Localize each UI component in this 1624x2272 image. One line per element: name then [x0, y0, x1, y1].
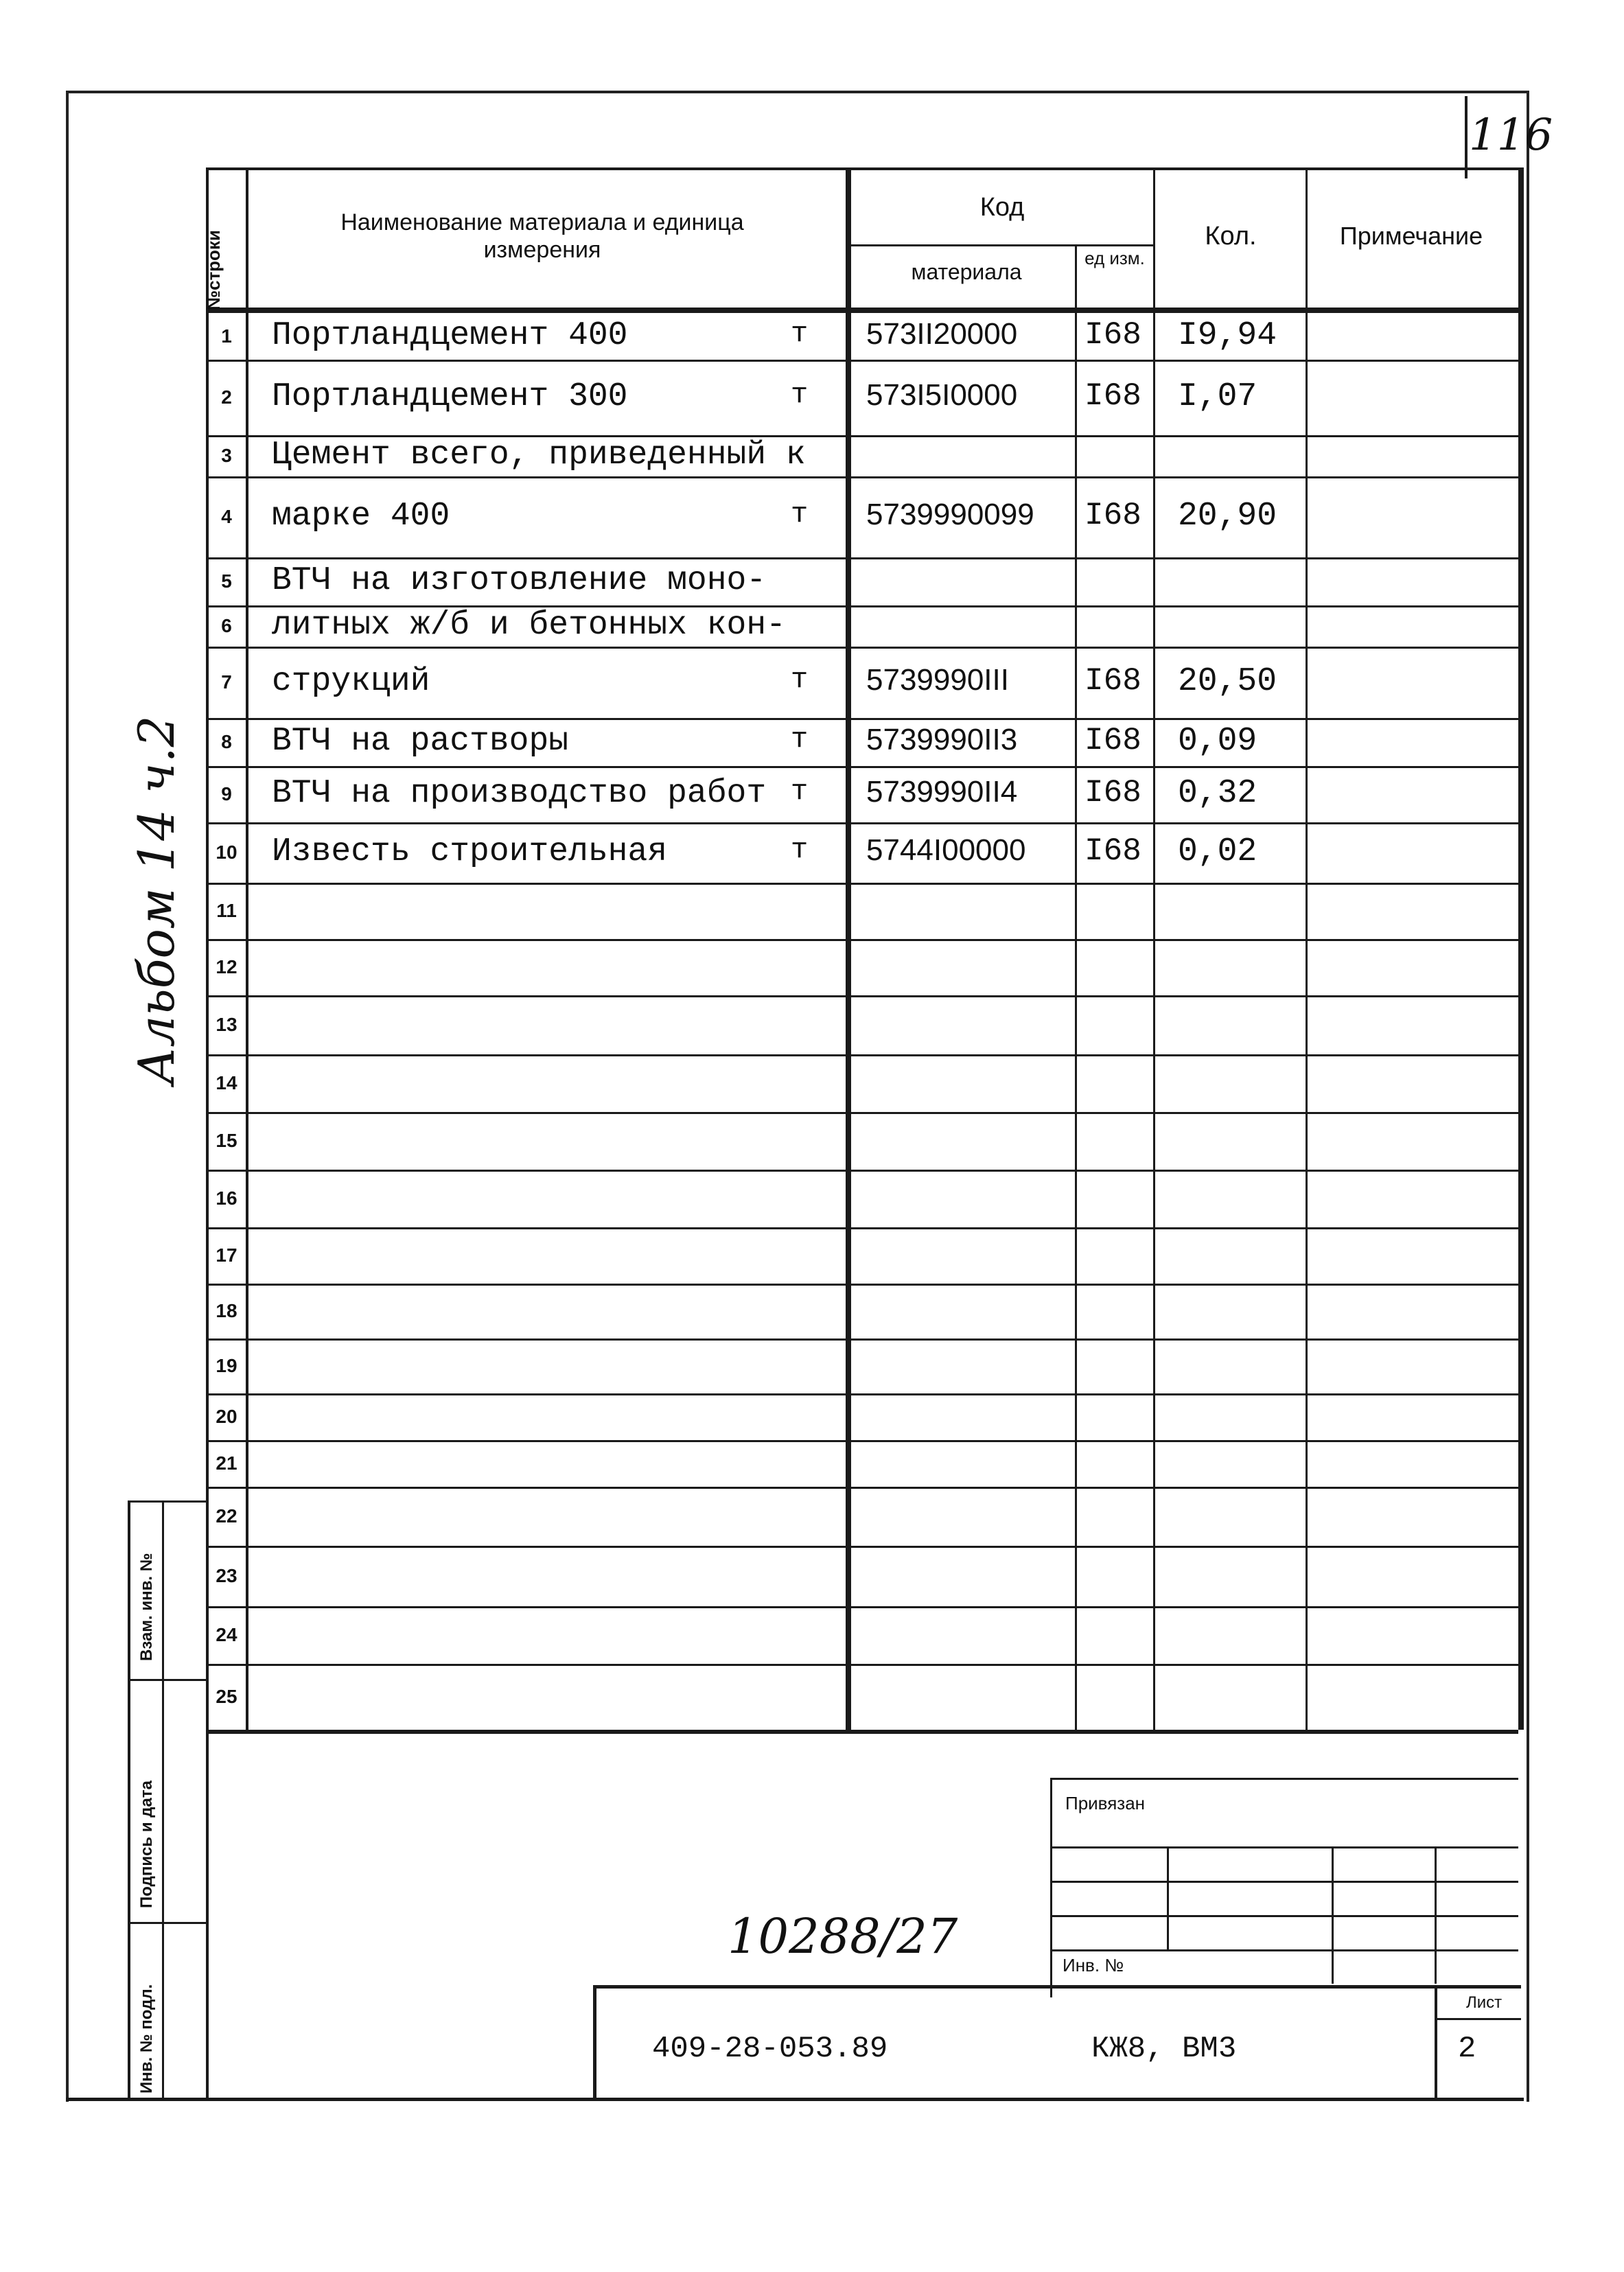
row-divider [206, 939, 1518, 941]
row-number: 3 [221, 445, 232, 466]
col-line-right [1518, 167, 1524, 1730]
unit-label: т [791, 723, 809, 756]
unit-label: т [791, 775, 809, 808]
row-number: 12 [216, 956, 237, 977]
unit-label: т [791, 663, 809, 696]
album-note: Альбом 14 ч.2 [128, 715, 185, 1085]
row-divider [206, 1606, 1518, 1608]
row-divider [206, 647, 1518, 649]
tb-row-1 [1050, 1846, 1518, 1848]
table-bottom-line [206, 1730, 1518, 1734]
header-code: Код [979, 193, 1025, 222]
row-number: 9 [221, 783, 232, 804]
row-divider [206, 1664, 1518, 1666]
tb-col-2 [1332, 1846, 1334, 1984]
row-divider [206, 1338, 1518, 1341]
header-bottom-line [206, 308, 1518, 313]
handwritten-number: 10288/27 [728, 1908, 958, 1964]
row-divider [206, 360, 1518, 362]
row-divider [206, 1546, 1518, 1548]
col-line-name [846, 167, 851, 1730]
row-number: 21 [216, 1452, 237, 1474]
quantity: I9,94 [1178, 317, 1277, 354]
unit-label: т [791, 378, 809, 411]
row-divider [206, 1487, 1518, 1489]
col-line-material [1075, 244, 1077, 1730]
stamp-vzam-label: Взам. инв. № [137, 1553, 156, 1661]
row-divider [206, 1440, 1518, 1442]
header-note: Примечание [1339, 222, 1483, 250]
quantity: 0,02 [1178, 833, 1257, 870]
unit-code: I68 [1084, 317, 1141, 353]
stamp-divider-1 [128, 1679, 206, 1681]
row-number: 8 [221, 731, 232, 752]
tb-col-3 [1435, 1846, 1437, 1984]
row-divider [206, 766, 1518, 768]
stamp-right-line [206, 1730, 209, 2099]
page-number: 116 [1469, 110, 1553, 161]
row-number: 2 [221, 386, 232, 408]
material-name: литных ж/б и бетонных кон- [272, 607, 786, 644]
unit-code: I68 [1084, 378, 1141, 414]
row-number: 18 [216, 1300, 237, 1321]
tb-sheet-divider [1435, 2018, 1521, 2020]
privyazan-label: Привязан [1065, 1793, 1146, 1813]
tb-col-1 [1167, 1846, 1169, 1949]
stamp-mid-line [162, 1500, 164, 2099]
tb-row-4 [1050, 1949, 1518, 1951]
table-top-line [206, 167, 1518, 170]
doc-code: 409-28-053.89 [652, 2032, 888, 2066]
unit-label: т [791, 498, 809, 531]
header-qty: Кол. [1205, 222, 1257, 251]
row-number: 22 [216, 1505, 237, 1527]
row-number: 7 [221, 671, 232, 693]
row-number: 1 [221, 325, 232, 347]
code-subheader-line [846, 244, 1153, 246]
col-line-qty [1306, 167, 1308, 1730]
row-number: 5 [221, 570, 232, 592]
material-name: Портландцемент 400 [272, 317, 628, 354]
quantity: 0,32 [1178, 775, 1257, 812]
unit-code: I68 [1084, 833, 1141, 869]
unit-code: I68 [1084, 498, 1141, 533]
material-code: 5739990III [866, 663, 1009, 697]
stamp-inv-podl-label: Инв. № подл. [137, 1984, 156, 2094]
inv-no-label: Инв. № [1063, 1955, 1124, 1975]
quantity: 0,09 [1178, 723, 1257, 760]
row-divider [206, 995, 1518, 997]
row-number: 17 [216, 1244, 237, 1266]
tb-privyazan-left [1050, 1778, 1052, 1997]
stamp-podpis-label: Подпись и дата [137, 1781, 156, 1908]
row-divider [206, 1393, 1518, 1395]
unit-code: I68 [1084, 775, 1141, 811]
quantity: I,07 [1178, 378, 1257, 415]
sheet-label: Лист [1466, 1993, 1503, 2012]
material-name: ВТЧ на изготовление моно- [272, 562, 767, 599]
header-code-unit: ед изм. [1084, 248, 1145, 268]
header-code-material: материала [911, 259, 1022, 284]
material-name: марке 400 [272, 498, 450, 535]
stamp-left-line [128, 1500, 130, 2099]
row-divider [206, 718, 1518, 720]
row-divider [206, 476, 1518, 478]
quantity: 20,90 [1178, 498, 1277, 535]
doc-mark: КЖ8, ВМ3 [1091, 2032, 1237, 2066]
material-name: Портландцемент 300 [272, 378, 628, 415]
material-code: 5739990099 [866, 498, 1034, 531]
material-name: Цемент всего, приведенный к [272, 437, 806, 474]
row-number: 15 [216, 1130, 237, 1151]
tb-privyazan-top [1050, 1778, 1518, 1780]
header-name: Наименование материала и единица измерения [340, 209, 744, 263]
row-number: 13 [216, 1014, 237, 1035]
row-divider [206, 1227, 1518, 1229]
row-number: 19 [216, 1355, 237, 1376]
row-number: 16 [216, 1187, 237, 1209]
stamp-divider-2 [128, 1922, 206, 1924]
row-number: 10 [216, 842, 237, 863]
material-name: ВТЧ на растворы [272, 723, 569, 760]
col-line-unit [1153, 167, 1155, 1730]
tb-sheet-left [1435, 1985, 1437, 2099]
row-divider [206, 557, 1518, 559]
stamp-top-line [128, 1500, 206, 1503]
material-code: 573II20000 [866, 317, 1018, 351]
row-number: 20 [216, 1406, 237, 1427]
unit-label: т [791, 833, 809, 866]
page-bottom-line [66, 2098, 1524, 2101]
row-divider [206, 1170, 1518, 1172]
material-code: 5739990II4 [866, 775, 1018, 809]
row-number: 23 [216, 1565, 237, 1586]
unit-code: I68 [1084, 663, 1141, 699]
row-divider [206, 883, 1518, 885]
material-code: 573I5I0000 [866, 378, 1018, 412]
row-number: 6 [221, 615, 232, 636]
unit-label: т [791, 317, 809, 350]
row-number: 11 [216, 900, 237, 921]
tb-row-2 [1050, 1881, 1518, 1883]
material-name: Известь строительная [272, 833, 668, 870]
material-name: струкций [272, 663, 430, 700]
row-number: 4 [221, 506, 232, 527]
quantity: 20,50 [1178, 663, 1277, 700]
row-number: 24 [216, 1624, 237, 1645]
header-row-no: №строки [203, 230, 224, 310]
row-divider [206, 1054, 1518, 1056]
material-code: 5739990II3 [866, 723, 1018, 756]
row-divider [206, 822, 1518, 824]
col-line-left [206, 167, 209, 1730]
row-divider [206, 1112, 1518, 1114]
material-name: ВТЧ на производство работ [272, 775, 767, 812]
row-number: 25 [216, 1686, 237, 1707]
tb-row-3 [1050, 1915, 1518, 1917]
unit-code: I68 [1084, 723, 1141, 758]
sheet-number: 2 [1458, 2032, 1476, 2066]
row-number: 14 [216, 1072, 237, 1093]
col-line-num [246, 167, 248, 1730]
tb-main-left [593, 1985, 596, 2099]
material-code: 5744I00000 [866, 833, 1026, 867]
tb-main-top [593, 1985, 1521, 1989]
row-divider [206, 1284, 1518, 1286]
